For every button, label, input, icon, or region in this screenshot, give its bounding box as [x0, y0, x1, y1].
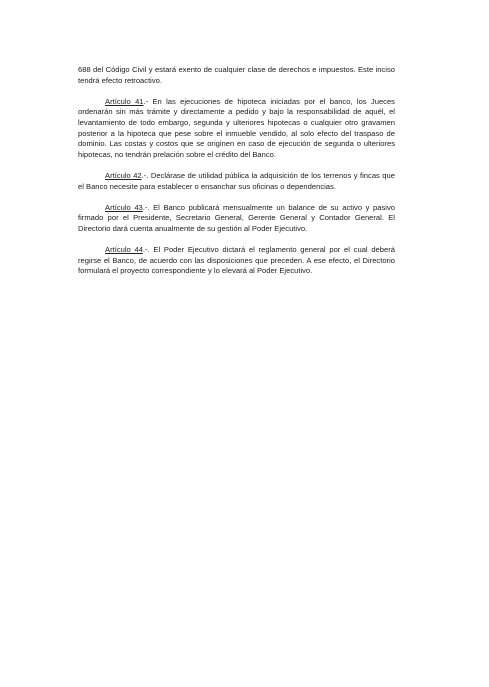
document-body: [78, 65, 395, 287]
paragraph-articulo-42: [78, 171, 395, 192]
paragraph-articulo-44: [78, 245, 395, 277]
article-heading: Artículo 41: [105, 96, 144, 106]
paragraph-text: .-. El Banco publicará mensualmente un balance de su activo y pasivo firmado por el Presidente, Secretario General, Gerente General y Contador General. El Directorio dará cuenta anualmente de su gestión al Poder Ejecutivo.: [78, 202, 395, 233]
paragraph-articulo-41: [78, 97, 395, 161]
article-heading: Artículo 43: [105, 202, 143, 212]
paragraph-text: .-. El Poder Ejecutivo dictará el reglamento general por el cual deberá regirse el Banco, de acuerdo con las disposiciones que preceden. A ese efecto, el Directorio formulará el proyecto correspondiente y lo elevará al Poder Ejecutivo.: [78, 245, 395, 276]
paragraph-continuation: [78, 65, 395, 86]
article-heading: Artículo 42: [105, 170, 142, 180]
article-heading: Artículo 44: [105, 245, 143, 255]
paragraph-text: 688 del Código Civil y estará exento de cualquier clase de derechos e impuestos. Este inciso tendrá efecto retroactivo.: [78, 65, 395, 85]
paragraph-text: .- En las ejecuciones de hipoteca iniciadas por el banco, los Jueces ordenarán sin más trámite y directamente a pedido y bajo la responsabilidad de aquél, el levantamiento de todo embargo, segunda y ulteriores hipotecas o cualquier otro gravamen posterior a la hipoteca que pese sobre el inmueble vendido, al solo efecto del traspaso de dominio. Las costas y costos que se originen en caso de ejecución de segunda o ulteriores hipotecas, no tendrán prelación sobre el crédito del Banco.: [78, 96, 395, 159]
paragraph-text: .-. Declárase de utilidad pública la adquisición de los terrenos y fincas que el Banco necesite para establecer o ensanchar sus oficinas o dependencias.: [78, 170, 395, 191]
paragraph-articulo-43: [78, 203, 395, 235]
